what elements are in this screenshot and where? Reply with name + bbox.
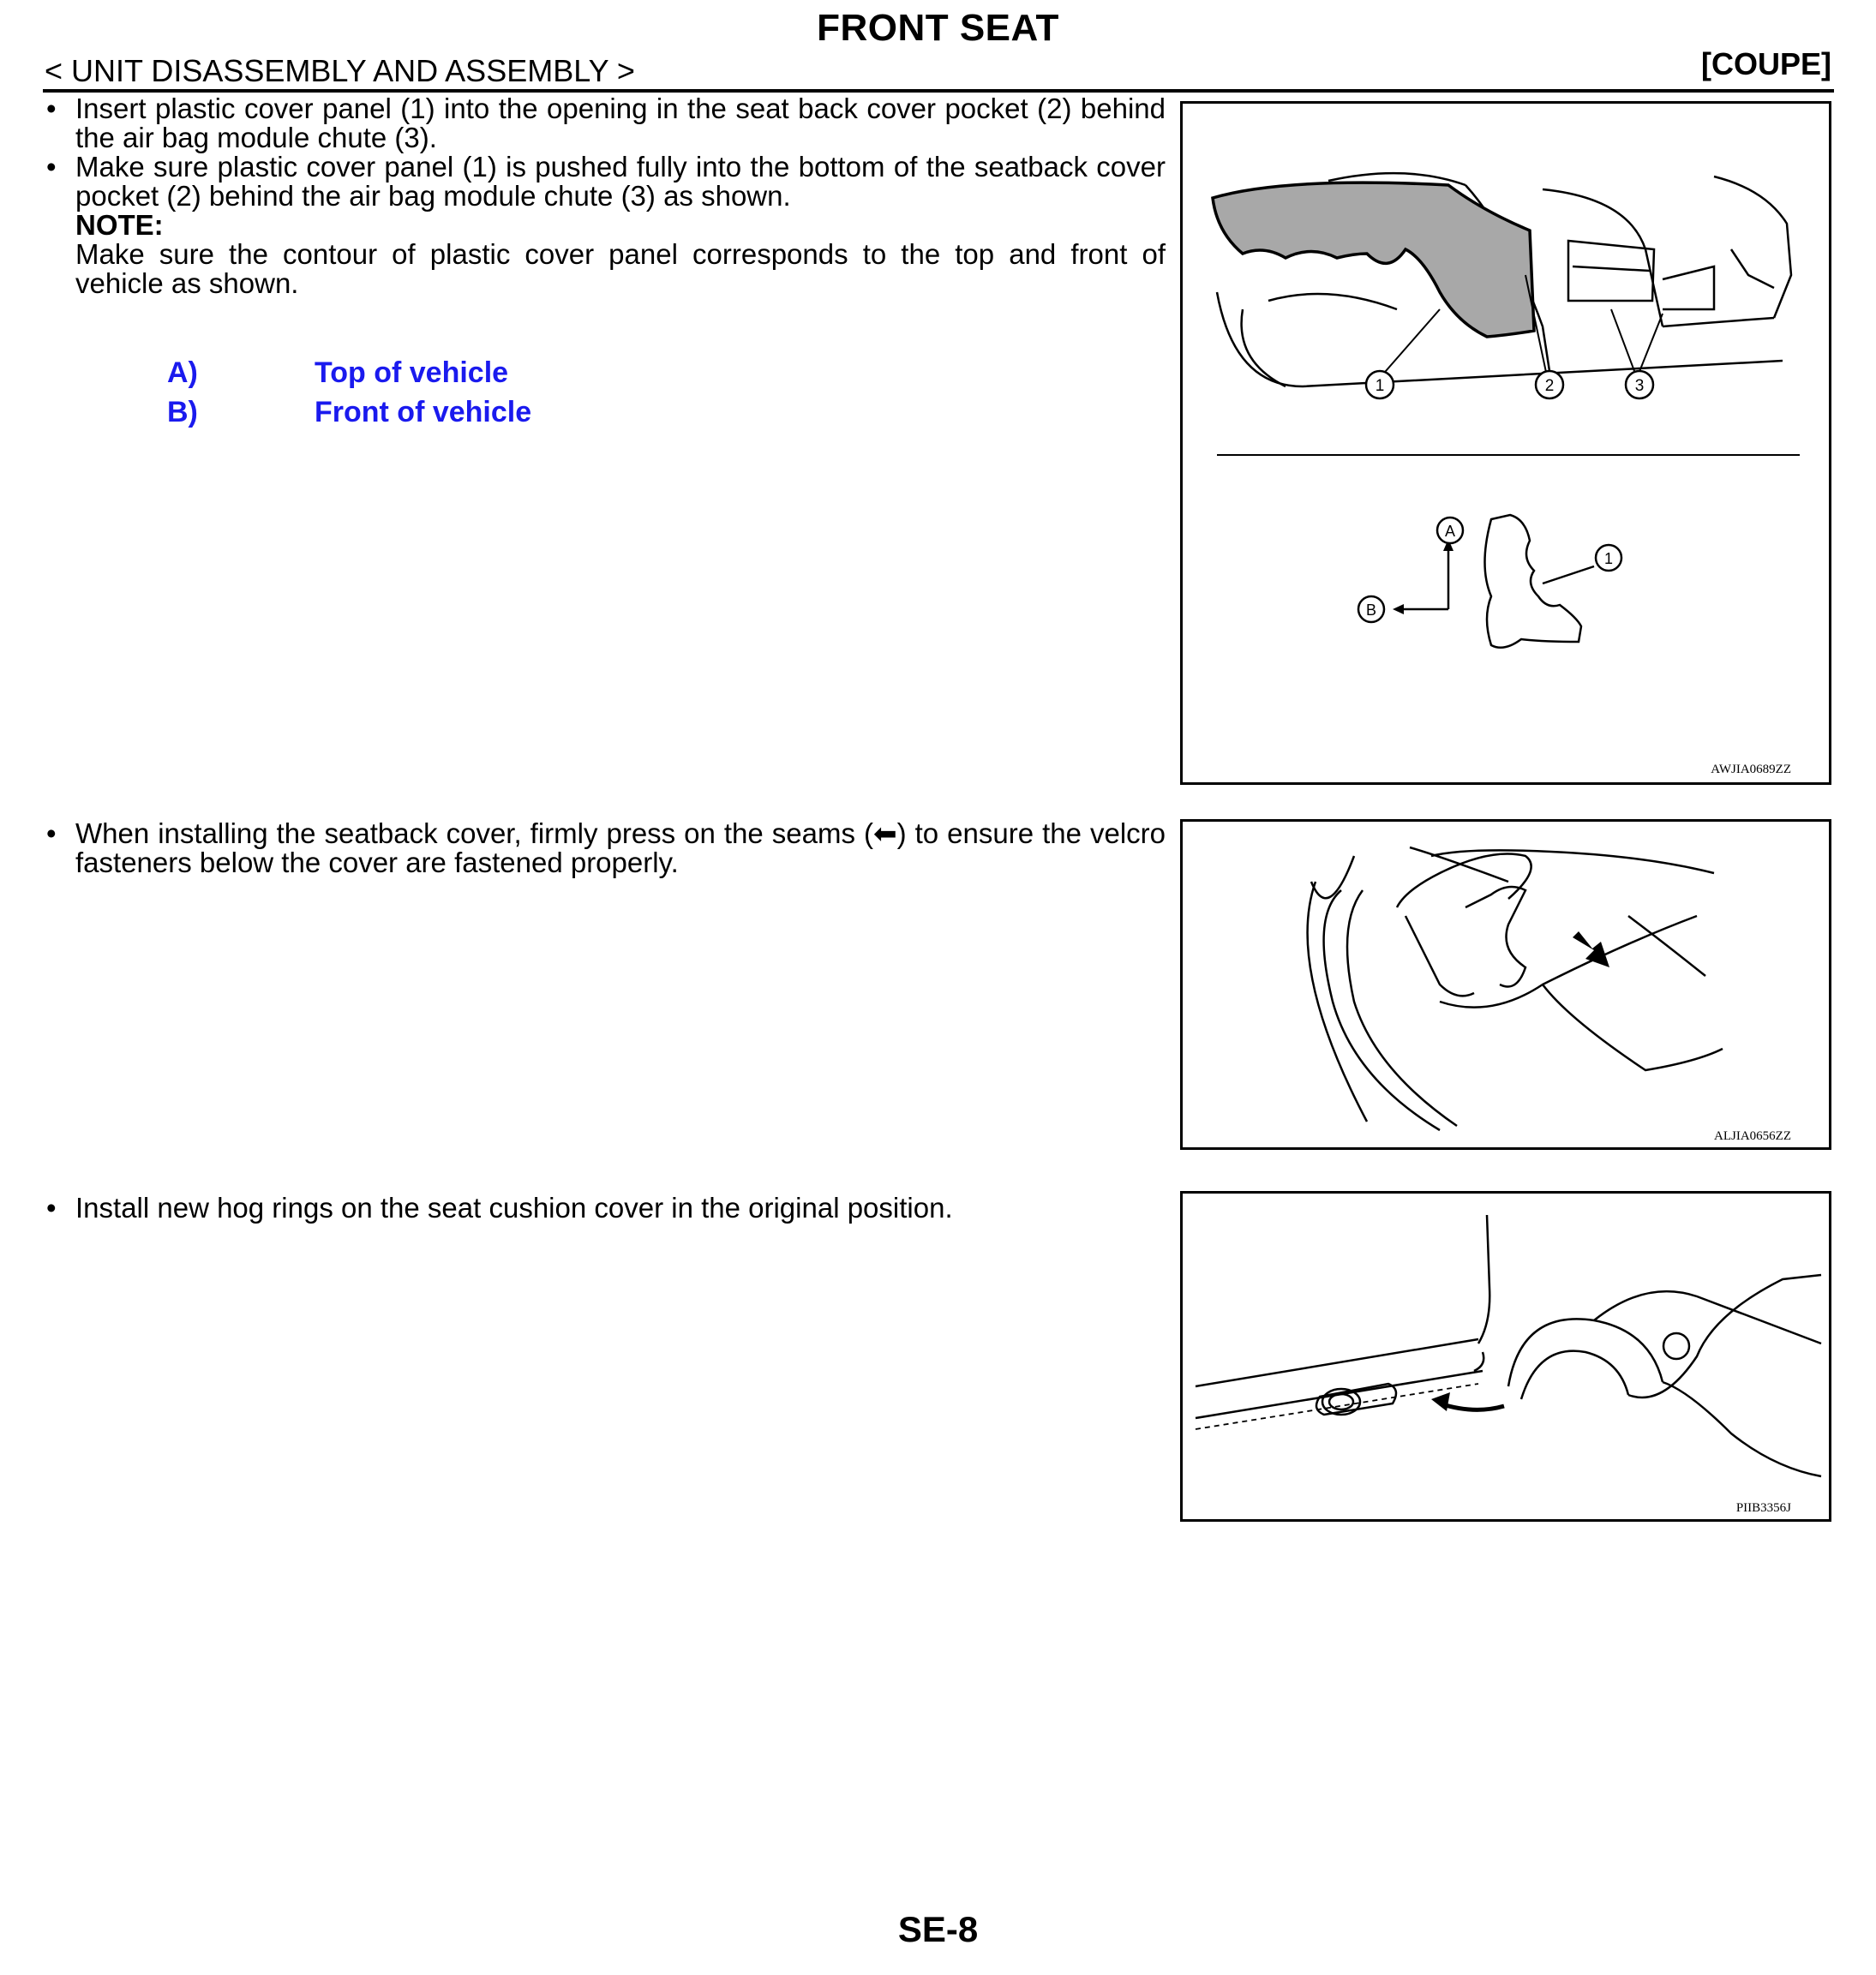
section2-text	[43, 819, 1166, 877]
plastic-cover-panel	[1213, 183, 1534, 337]
seatback-seams-illustration	[1183, 822, 1834, 1152]
callout-1-small: 1	[1603, 550, 1614, 567]
instruction-bullet: • Install new hog rings on the seat cushion cover in the original position.	[43, 1194, 1166, 1223]
page-number: SE-8	[897, 1909, 979, 1949]
section1-text	[43, 94, 1166, 298]
hog-ring-illustration	[1183, 1194, 1834, 1524]
legend-key: B)	[167, 396, 198, 428]
figure-code: AWJIA0689ZZ	[1711, 763, 1791, 776]
legend-text: Front of vehicle	[315, 396, 532, 428]
callout-a: A	[1444, 523, 1456, 540]
legend-row	[167, 356, 531, 396]
instruction-bullet: • Insert plastic cover panel (1) into the opening in the seat back cover pocket (2) behind the air bag module chute (3).	[43, 94, 1166, 153]
legend-key: A)	[167, 356, 198, 389]
note-text: Make sure the contour of plastic cover panel corresponds to the top and front of vehicle as shown.	[75, 238, 1166, 299]
instruction-bullet: • Make sure plastic cover panel (1) is pushed fully into the bottom of the seatback cover pocket (2) behind the air bag module chute (3) as shown.	[43, 153, 1166, 211]
variant-label: [COUPE]	[1701, 46, 1831, 81]
instruction-text-start: When installing the seatback cover, firmly press on the seams (	[75, 817, 873, 849]
callout-2: 2	[1544, 377, 1555, 395]
section3-text	[43, 1194, 1166, 1223]
callout-3: 3	[1634, 377, 1645, 395]
callout-b: B	[1365, 601, 1377, 619]
figure-code: ALJIA0656ZZ	[1714, 1129, 1791, 1143]
legend	[167, 356, 531, 435]
cover-panel-illustration	[1183, 104, 1834, 787]
figure-cover-panel	[1180, 101, 1831, 785]
page-title: FRONT SEAT	[817, 7, 1059, 49]
figure-hog-rings	[1180, 1191, 1831, 1522]
arrow-left-icon: ⬅	[872, 817, 897, 849]
instruction-text-end: ) to ensure the velcro fasteners below the cover are fastened properly.	[75, 817, 1166, 878]
instruction-bullet	[43, 819, 1166, 877]
note-label: NOTE:	[75, 209, 164, 241]
callout-1: 1	[1375, 377, 1385, 395]
breadcrumb: < UNIT DISASSEMBLY AND ASSEMBLY >	[45, 53, 635, 88]
legend-row	[167, 396, 531, 435]
figure-code: PIIB3356J	[1735, 1501, 1791, 1515]
legend-text: Top of vehicle	[315, 356, 509, 389]
figure-seatback-seams	[1180, 819, 1831, 1150]
